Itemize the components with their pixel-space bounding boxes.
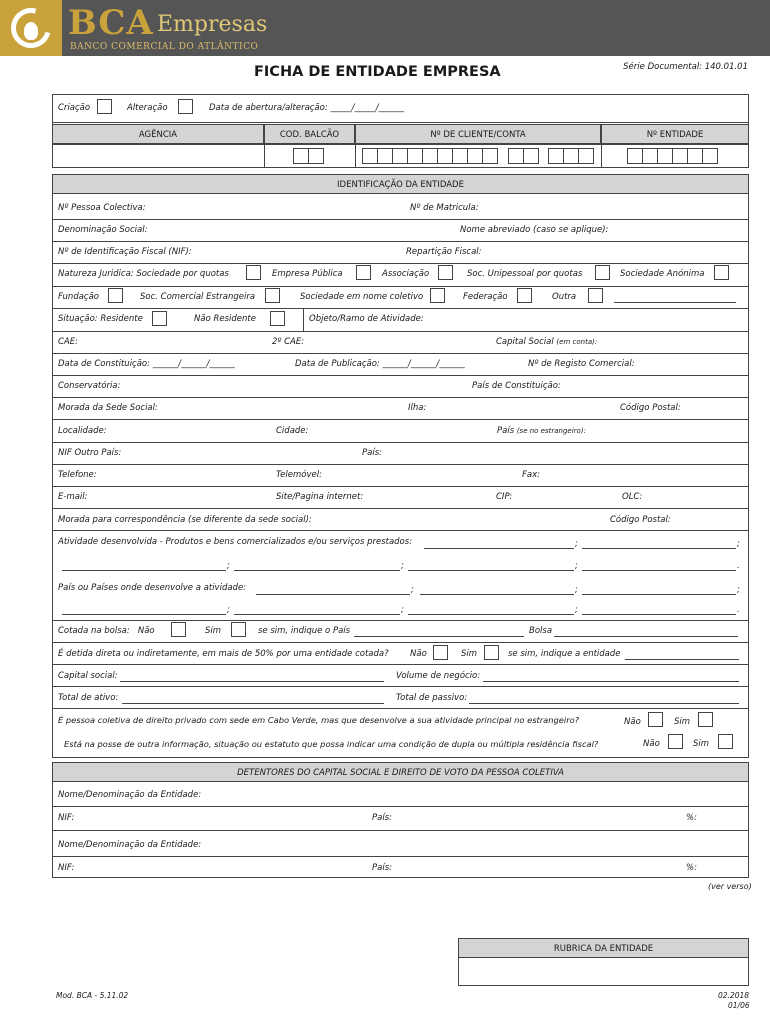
federacao-label: Federação: [463, 292, 508, 302]
cv-sim-label: Sim: [674, 717, 691, 727]
sociedade-anonima-label: Sociedade Anónima: [620, 269, 705, 279]
bank-name: BANCO COMERCIAL DO ATLÂNTICO: [70, 42, 259, 52]
dupla-sim-checkbox[interactable]: [718, 734, 733, 749]
cv-nao-checkbox[interactable]: [648, 712, 663, 727]
soc-unipessoal-label: Soc. Unipessoal por quotas: [467, 269, 583, 279]
n-entidade-header: Nº ENTIDADE: [601, 124, 749, 144]
brand-header: [0, 0, 770, 56]
nif-outro-label: NIF Outro País:: [58, 448, 122, 458]
entidade-input[interactable]: [625, 659, 739, 660]
detentor1-nif-label: NIF:: [58, 813, 75, 823]
sociedade-anonima-checkbox[interactable]: [714, 265, 729, 280]
associacao-checkbox[interactable]: [438, 265, 453, 280]
nif-label: Nº de Identificação Fiscal (NIF):: [58, 247, 192, 257]
indique-pais-label: se sim, indique o País: [258, 626, 351, 636]
detentor2-nome-label: Nome/Denominação da Entidade:: [58, 840, 202, 850]
soc-unipessoal-checkbox[interactable]: [595, 265, 610, 280]
data-publicacao-label: Data de Publicação: ______/______/______: [295, 359, 465, 369]
cotada-sim-label: Sim: [205, 626, 222, 636]
pais-estrangeiro-label: País (se no estrangeiro):: [497, 426, 586, 436]
sociedade-quotas-checkbox[interactable]: [246, 265, 261, 280]
registo-comercial-label: Nº de Registo Comercial:: [528, 359, 635, 369]
capital-label: Capital Social (em conta):: [496, 337, 598, 347]
page-number: 01/06: [728, 1001, 750, 1010]
total-ativo-input[interactable]: [122, 703, 384, 704]
identificacao-header: IDENTIFICAÇÃO DA ENTIDADE: [52, 174, 749, 194]
codigo-postal2-label: Código Postal:: [610, 515, 671, 525]
reparticao-label: Repartição Fiscal:: [406, 247, 482, 257]
nao-residente-label: Não Residente: [194, 314, 256, 324]
serie-documental: Série Documental: 140.01.01: [623, 62, 748, 72]
pessoa-colectiva-label: Nº Pessoa Colectiva:: [58, 203, 146, 213]
rubrica-header: RUBRICA DA ENTIDADE: [458, 938, 749, 958]
detida-sim-label: Sim: [461, 649, 478, 659]
cotada-nao-checkbox[interactable]: [171, 622, 186, 637]
detida-nao-label: Não: [410, 649, 427, 659]
total-ativo-label: Total de ativo:: [58, 693, 119, 703]
footer-date: 02.2018: [718, 991, 750, 1000]
nao-residente-checkbox[interactable]: [270, 311, 285, 326]
detida-sim-checkbox[interactable]: [484, 645, 499, 660]
page-title: FICHA DE ENTIDADE EMPRESA: [254, 64, 501, 80]
alteracao-checkbox[interactable]: [178, 99, 193, 114]
cod-balcao-header: COD. BALCÃO: [264, 124, 355, 144]
indique-entidade-label: se sim, indique a entidade: [508, 649, 621, 659]
site-label: Site/Pagina internet:: [276, 492, 364, 502]
codigo-postal-label: Código Postal:: [620, 403, 681, 413]
bolsa-input[interactable]: [554, 636, 738, 637]
capital-social-input[interactable]: [120, 681, 384, 682]
morada-sede-label: Morada da Sede Social:: [58, 403, 158, 413]
telemovel-label: Telemóvel:: [276, 470, 322, 480]
fundacao-checkbox[interactable]: [108, 288, 123, 303]
soc-coletivo-label: Sociedade em nome coletivo: [300, 292, 424, 302]
pergunta-dupla: Está na posse de outra informação, situação ou estatuto que possa indicar uma condição de dupla ou múltipla residência fiscal?: [64, 739, 599, 749]
conservatoria-label: Conservatória:: [58, 381, 121, 391]
detida-label: É detida direta ou indiretamente, em mais de 50% por uma entidade cotada?: [58, 649, 389, 659]
soc-estrangeira-checkbox[interactable]: [265, 288, 280, 303]
associacao-label: Associação: [382, 269, 430, 279]
telefone-label: Telefone:: [58, 470, 97, 480]
cotada-pais-input[interactable]: [354, 636, 524, 637]
cip-label: CIP:: [496, 492, 513, 502]
cae-label: CAE:: [58, 337, 78, 347]
detentor2-pct-label: %:: [686, 863, 697, 873]
total-passivo-input[interactable]: [469, 703, 739, 704]
cotada-sim-checkbox[interactable]: [231, 622, 246, 637]
brand-subtitle: Empresas: [157, 12, 268, 37]
agencia-header: AGÊNCIA: [52, 124, 264, 144]
fax-label: Fax:: [522, 470, 540, 480]
olc-label: OLC:: [622, 492, 643, 502]
cv-sim-checkbox[interactable]: [698, 712, 713, 727]
morada-corresp-label: Morada para correspondência (se diferente da sede social):: [58, 515, 312, 525]
capital-social-label: Capital social:: [58, 671, 118, 681]
fundacao-label: Fundação: [58, 292, 100, 302]
alteracao-label: Alteração: [127, 103, 168, 113]
detentor2-pais-label: País:: [372, 863, 392, 873]
nome-abreviado-label: Nome abreviado (caso se aplique):: [460, 225, 609, 235]
cidade-label: Cidade:: [276, 426, 309, 436]
situacao-label: Situação: Residente: [58, 314, 143, 324]
soc-coletivo-checkbox[interactable]: [430, 288, 445, 303]
n-cliente-header: Nº DE CLIENTE/CONTA: [355, 124, 601, 144]
outra-input[interactable]: [614, 302, 736, 303]
mod-code: Mod. BCA - 5.11.02: [56, 991, 129, 1000]
volume-negocio-label: Volume de negócio:: [396, 671, 481, 681]
bolsa-label: Bolsa: [529, 626, 553, 636]
dupla-sim-label: Sim: [693, 739, 710, 749]
bca-logo-icon: [0, 0, 62, 56]
pais2-label: País:: [362, 448, 382, 458]
detentor2-nif-label: NIF:: [58, 863, 75, 873]
data-constituicao-label: Data de Constituição: ______/______/______: [58, 359, 235, 369]
empresa-publica-checkbox[interactable]: [356, 265, 371, 280]
criacao-label: Criação: [58, 103, 91, 113]
detentor1-nome-label: Nome/Denominação da Entidade:: [58, 790, 202, 800]
localidade-label: Localidade:: [58, 426, 107, 436]
paises-atividade-label: País ou Países onde desenvolve a atividade:: [58, 583, 247, 593]
cotada-label: Cotada na bolsa: Não: [58, 626, 155, 636]
outra-label: Outra: [552, 292, 577, 302]
matricula-label: Nº de Matricula:: [410, 203, 479, 213]
detentor1-pct-label: %:: [686, 813, 697, 823]
data-abertura-field[interactable]: Data de abertura/alteração: _____/_____/______: [209, 103, 405, 113]
federacao-checkbox[interactable]: [517, 288, 532, 303]
detida-nao-checkbox[interactable]: [433, 645, 448, 660]
brand-name: BCA: [68, 3, 154, 43]
residente-checkbox[interactable]: [152, 311, 167, 326]
cae2-label: 2º CAE:: [272, 337, 305, 347]
ver-verso: (ver verso): [708, 882, 752, 891]
total-passivo-label: Total de passivo:: [396, 693, 468, 703]
detentores-header: DETENTORES DO CAPITAL SOCIAL E DIREITO DE VOTO DA PESSOA COLETIVA: [52, 762, 749, 782]
natureza-label: Natureza Juridica: Sociedade por quotas: [58, 269, 229, 279]
denominacao-label: Denominação Social:: [58, 225, 148, 235]
cv-nao-label: Não: [624, 717, 641, 727]
soc-estrangeira-label: Soc. Comercial Estrangeira: [140, 292, 256, 302]
outra-checkbox[interactable]: [588, 288, 603, 303]
detentor1-pais-label: País:: [372, 813, 392, 823]
ilha-label: Ilha:: [408, 403, 427, 413]
pergunta-cabo-verde: É pessoa coletiva de direito privado com sede em Cabo Verde, mas que desenvolve a sua atividade principal no estrangeiro?: [58, 715, 580, 725]
email-label: E-mail:: [58, 492, 88, 502]
atividade-label: Atividade desenvolvida - Produtos e bens comercializados e/ou serviços prestados:: [58, 537, 413, 547]
dupla-nao-label: Não: [643, 739, 660, 749]
empresa-publica-label: Empresa Pública: [272, 269, 343, 279]
pais-constituicao-label: País de Constituição:: [472, 381, 561, 391]
objeto-label: Objeto/Ramo de Atividade:: [309, 314, 424, 324]
criacao-checkbox[interactable]: [97, 99, 112, 114]
dupla-nao-checkbox[interactable]: [668, 734, 683, 749]
volume-negocio-input[interactable]: [483, 681, 739, 682]
